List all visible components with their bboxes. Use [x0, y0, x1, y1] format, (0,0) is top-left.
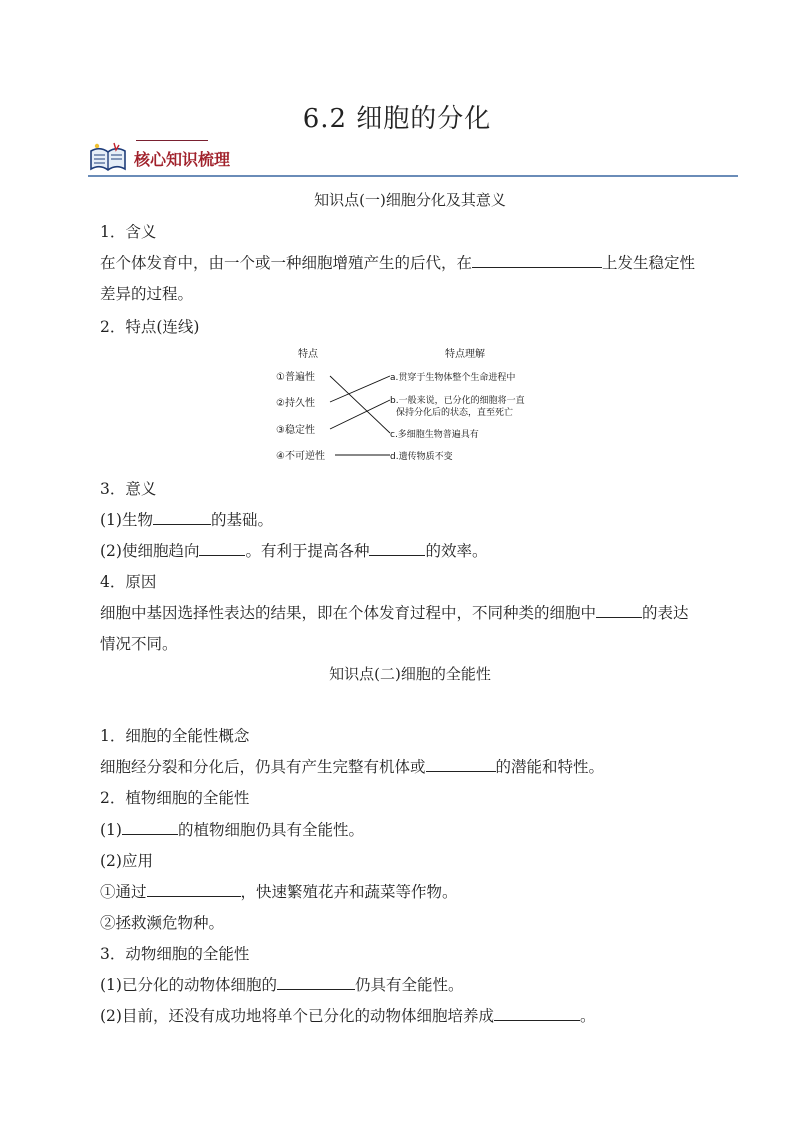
- s1-r1-text-a: 细胞中基因选择性表达的结果，即在个体发育过程中，不同种类的细胞中: [100, 604, 597, 622]
- s1-r1-text-c: 情况不同。: [100, 635, 178, 653]
- s2-animal-1: [100, 973, 463, 995]
- s1-p1-text-c: 差异的过程。: [100, 285, 194, 303]
- diagram-right-item: b.一般来说，已分化的细胞将一直: [390, 396, 525, 406]
- fill-blank[interactable]: [153, 510, 211, 525]
- s2-s3-text-b: ，快速繁殖花卉和蔬菜等作物。: [240, 883, 458, 901]
- s2-plant-4: ②拯救濒危物种。: [100, 914, 225, 932]
- s2-plant-3: [100, 880, 458, 902]
- s1-m1-text-a: (1)生物: [100, 511, 153, 529]
- book-icon: [88, 142, 128, 174]
- s2-p1-text-b: 的潜能和特性。: [495, 758, 605, 776]
- s1-m2-text-a: (2)使细胞趋向: [100, 542, 200, 560]
- fill-blank[interactable]: [147, 882, 241, 897]
- section-banner: [88, 138, 738, 180]
- s2-s1-text-b: 的植物细胞仍具有全能性。: [177, 821, 364, 839]
- s2-plant-1: [100, 818, 364, 840]
- s1-heading-3: 3．意义: [100, 480, 157, 498]
- page-title: 6.2 细胞的分化: [302, 104, 492, 134]
- diagram-right-item: 保持分化后的状态，直至死亡: [396, 408, 514, 418]
- s1-m2-text-c: 的效率。: [425, 542, 488, 560]
- diagram-left-item: ④不可逆性: [276, 451, 325, 462]
- s2-a2-text-a: (2)目前，还没有成功地将单个已分化的动物体细胞培养成: [100, 1007, 494, 1025]
- diagram-right-item: d.遗传物质不变: [390, 452, 453, 462]
- banner-top-rule: [136, 140, 208, 141]
- s2-paragraph-1: [100, 755, 604, 777]
- diagram-right-item: c.多细胞生物普遍具有: [390, 430, 479, 440]
- s1-m1-text-b: 的基础。: [210, 511, 273, 529]
- diagram-left-header: 特点: [298, 349, 318, 360]
- matching-diagram: [270, 343, 560, 468]
- fill-blank[interactable]: [596, 603, 642, 618]
- s2-heading-2: 2．植物细胞的全能性: [100, 789, 250, 807]
- section1-title: 知识点(一)细胞分化及其意义: [314, 191, 506, 209]
- s1-paragraph-1: [100, 251, 695, 273]
- fill-blank[interactable]: [472, 253, 602, 268]
- fill-blank[interactable]: [369, 541, 425, 556]
- s2-animal-2: [100, 1004, 595, 1026]
- s2-s3-text-a: ①通过: [100, 883, 147, 901]
- s2-s1-text-a: (1): [100, 821, 122, 839]
- s2-heading-1: 1．细胞的全能性概念: [100, 727, 250, 745]
- diagram-left-item: ②持久性: [276, 398, 315, 409]
- diagram-left-item: ①普遍性: [276, 372, 315, 383]
- match-line-2-a: [330, 376, 390, 402]
- s2-p1-text-a: 细胞经分裂和分化后，仍具有产生完整有机体或: [100, 758, 426, 776]
- diagram-right-item: a.贯穿于生物体整个生命进程中: [390, 373, 516, 383]
- s1-meaning-1: [100, 508, 273, 530]
- s1-heading-1: 1．含义: [100, 223, 157, 241]
- banner-bottom-rule: [88, 175, 738, 177]
- s1-meaning-2: [100, 539, 488, 561]
- s1-heading-4: 4．原因: [100, 573, 157, 591]
- fill-blank[interactable]: [494, 1006, 580, 1021]
- s1-p1-text-b: 上发生稳定性: [602, 254, 696, 272]
- fill-blank[interactable]: [426, 757, 496, 772]
- s1-r1-text-b: 的表达: [642, 604, 689, 622]
- s1-reason-1: [100, 601, 689, 623]
- section2-title: 知识点(二)细胞的全能性: [329, 665, 491, 683]
- banner-label: 核心知识梳理: [134, 150, 231, 169]
- s1-p1-text-a: 在个体发育中，由一个或一种细胞增殖产生的后代，在: [100, 254, 473, 272]
- diagram-right-header: 特点理解: [445, 349, 485, 360]
- s2-a1-text-b: 仍具有全能性。: [354, 976, 464, 994]
- s2-a1-text-a: (1)已分化的动物体细胞的: [100, 976, 277, 994]
- s2-a2-text-b: 。: [579, 1007, 596, 1025]
- s2-heading-3: 3．动物细胞的全能性: [100, 945, 250, 963]
- fill-blank[interactable]: [122, 820, 178, 835]
- fill-blank[interactable]: [277, 975, 355, 990]
- s2-plant-2: (2)应用: [100, 852, 153, 870]
- s1-m2-text-b: 。有利于提高各种: [245, 542, 370, 560]
- fill-blank[interactable]: [199, 541, 245, 556]
- s1-heading-2: 2．特点(连线): [100, 318, 200, 336]
- diagram-left-item: ③稳定性: [276, 425, 315, 436]
